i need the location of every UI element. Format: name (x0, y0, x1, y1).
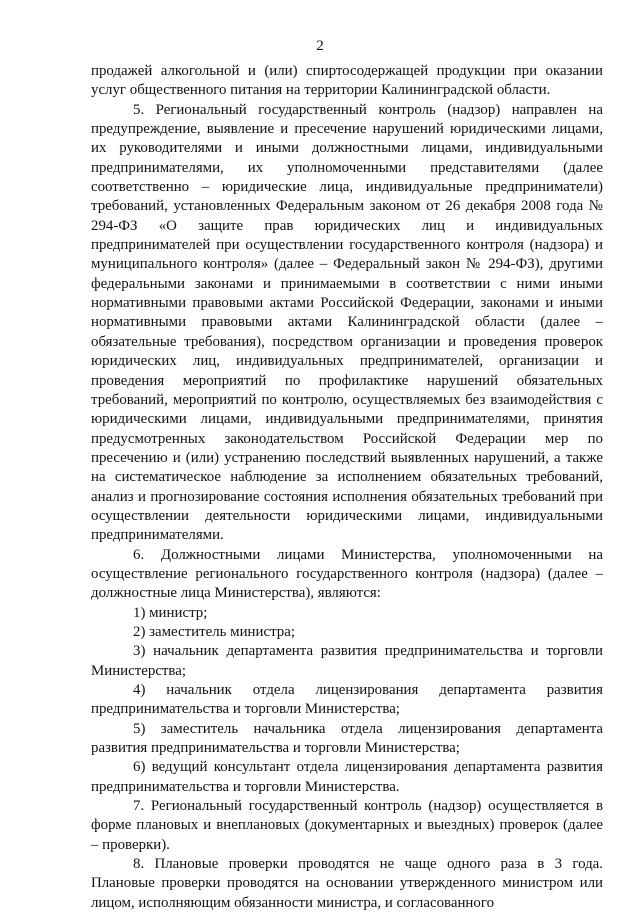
list-item-6-1: 1) министр; (133, 604, 208, 621)
list-item-6-6: 6) ведущий консультант отдела лицензирования департамента развития предпринимательства и торговли Министерства. (91, 759, 603, 795)
list-item-6-2: 2) заместитель министра; (133, 623, 295, 640)
paragraph-7: 7. Региональный государственный контроль (надзор) осуществляется в форме плановых и внеплановых (документарных и выездных) проверок (далее – проверки). (91, 798, 603, 853)
page-number: 2 (316, 38, 324, 54)
list-item-6-5: 5) заместитель начальника отдела лицензирования департамента развития предпринимательства и торговли Министерства; (91, 720, 603, 757)
list-item-6-4: 4) начальник отдела лицензирования департамента развития предпринимательства и торговли Министерства; (91, 682, 603, 718)
paragraph-continuation: продажей алкогольной и (или) спиртосодержащей продукции при оказании услуг общественного питания на территории Калининградской области. (91, 63, 603, 99)
list-item-6-3: 3) начальник департамента развития предпринимательства и торговли Министерства; (91, 643, 603, 679)
paragraph-8: 8. Плановые проверки проводятся не чаще одного раза в 3 года. Плановые проверки проводятся на основании утвержденного министром или лицом, исполняющим обязанности министра, и согласованного (91, 856, 603, 911)
paragraph-6: 6. Должностными лицами Министерства, уполномоченными на осуществление регионального государственного контроля (надзора) (далее – должностные лица Министерства), являются: (91, 546, 603, 602)
paragraph-5: 5. Региональный государственный контроль (надзор) направлен на предупреждение, выявление и пресечение нарушений юридическими лицами, их руководителями и иными должностными лицами, индивидуальными предпринимателями, их уполномоченными представителями (далее соответственно – юридические лица, индивидуальные предприниматели) требований, установленных Федеральным законом от 26 декабря 2008 года № 294-ФЗ «О защите прав юридических лиц и индивидуальных предпринимателей при осуществлении государственного контроля (надзора) и муниципального контроля» (далее – Федеральный закон № 294-ФЗ), другими федеральными законами и принимаемыми в соответствии с ними иными нормативными правовыми актами Российской Федерации, законами и иными нормативными правовыми актами Калининградской области (далее – обязательные требования), посредством организации и проведения проверок юридических лиц, индивидуальных предпринимателей, организации и проведения мероприятий по профилактике нарушений обязательных требований, мероприятий по контролю, осуществляемых без взаимодействия с юридическими лицами, индивидуальными предпринимателями, принятия предусмотренных законодательством Российской Федерации мер по пресечению и (или) устранению последствий выявленных нарушений, а также на систематическое наблюдение за исполнением обязательных требований, анализ и прогнозирование состояния исполнения обязательных требований при осуществлении деятельности юридическими лицами, индивидуальными предпринимателями. (91, 101, 603, 544)
document-body (91, 62, 603, 913)
